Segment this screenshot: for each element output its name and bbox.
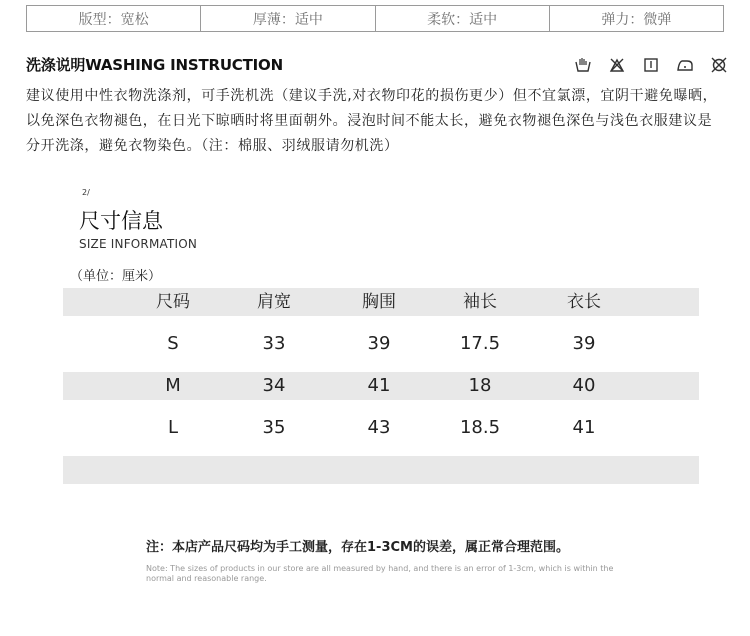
product-attributes-bar — [26, 5, 724, 32]
do-not-dry-clean-icon — [710, 56, 728, 74]
page-mark: 2/ — [82, 188, 90, 197]
size-table-header — [63, 288, 699, 316]
attribute-fit: 版型：宽松 — [27, 6, 201, 31]
cell-size: S — [167, 333, 179, 354]
cell-chest: 41 — [367, 375, 391, 396]
attribute-thickness: 厚薄：适中 — [201, 6, 375, 31]
unit-note: （单位：厘米） — [70, 269, 162, 284]
cell-chest: 39 — [367, 333, 391, 354]
header-size: 尺码 — [156, 292, 190, 312]
table-empty-row — [63, 456, 699, 484]
cell-shoulder: 35 — [262, 417, 286, 438]
hand-wash-icon — [574, 56, 592, 74]
washing-instruction-title: 洗涤说明WASHING INSTRUCTION — [26, 56, 283, 74]
line-dry-icon — [642, 56, 660, 74]
cell-shoulder: 33 — [262, 333, 286, 354]
cell-shoulder: 34 — [262, 375, 286, 396]
cell-length: 40 — [572, 375, 596, 396]
table-row — [63, 330, 699, 358]
size-table — [63, 288, 699, 498]
cell-length: 39 — [572, 333, 596, 354]
do-not-tumble-dry-icon — [608, 56, 626, 74]
header-chest: 胸围 — [362, 292, 396, 312]
cell-size: M — [165, 375, 181, 396]
header-sleeve: 袖长 — [463, 292, 497, 312]
iron-low-icon — [676, 56, 694, 74]
attribute-softness: 柔软：适中 — [376, 6, 550, 31]
cell-sleeve: 18.5 — [459, 417, 501, 438]
attribute-elasticity: 弹力：微弹 — [601, 11, 672, 28]
header-shoulder: 肩宽 — [257, 292, 291, 312]
size-info-title: 尺寸信息 — [79, 209, 163, 233]
measurement-note: 注：本店产品尺码均为手工测量，存在1-3CM的误差，属正常合理范围。 — [146, 540, 569, 555]
cell-chest: 43 — [367, 417, 391, 438]
table-row — [63, 372, 699, 400]
cell-sleeve: 18 — [468, 375, 492, 396]
header-length: 衣长 — [567, 292, 601, 312]
care-symbols — [574, 56, 728, 74]
cell-sleeve: 17.5 — [459, 333, 501, 354]
cell-length: 41 — [572, 417, 596, 438]
size-info-subtitle: SIZE INFORMATION — [79, 237, 198, 251]
table-row — [63, 414, 699, 442]
washing-instruction-text: 建议使用中性衣物洗涤剂，可手洗机洗（建议手洗,对衣物印花的损伤更少）但不宜氯漂，宜阴干避免曝晒，以免深色衣物褪色，在日光下晾晒时将里面朝外。浸泡时间不能太长，避免衣物褪色深色与浅色衣服建议是分开洗涤，避免衣物染色。（注：棉服、羽绒服请勿机洗） — [26, 88, 718, 154]
measurement-note-english: Note: The sizes of products in our store are all measured by hand, and there is an error of 1-3cm, which is within the normal and reasonable range. — [146, 564, 614, 583]
cell-size: L — [167, 417, 179, 438]
